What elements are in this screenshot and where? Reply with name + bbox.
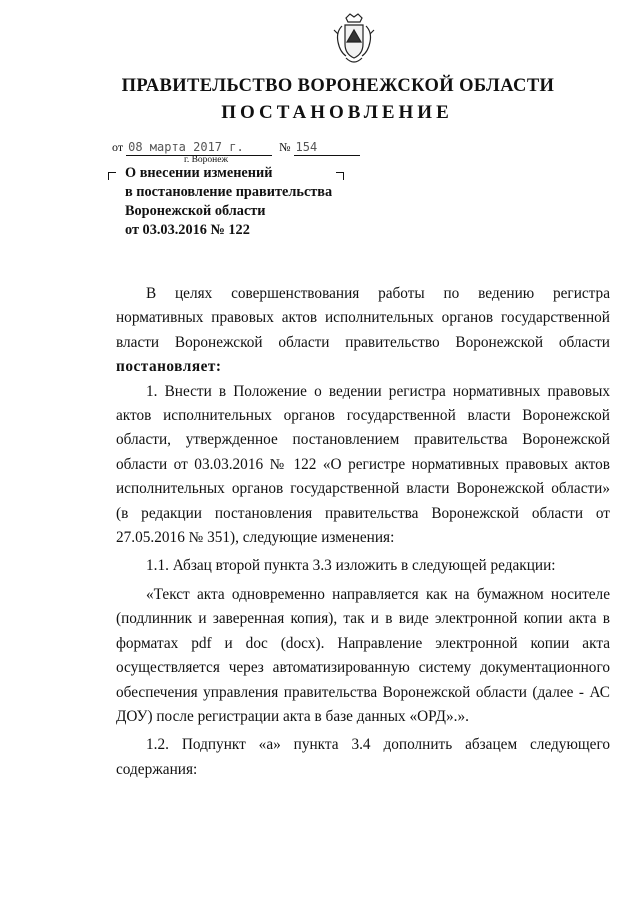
subject-line: О внесении изменений (125, 165, 273, 181)
document-number: 154 (295, 140, 318, 154)
paragraph-item-1-1: 1.1. Абзац второй пункта 3.3 изложить в следующей редакции: (146, 557, 556, 575)
organization-title: ПРАВИТЕЛЬСТВО ВОРОНЕЖСКОЙ ОБЛАСТИ (121, 76, 555, 96)
subject-corner-left (108, 172, 116, 180)
quoted-text-paragraph: «Текст акта одновременно направляется как на бумажном носителе (подлинник и заверенная копия), так и в виде электронной копии акта в форматах pdf и doc (docx). Направление электронной копии акта осуществляется через автоматизированную систему документационного обеспечения управления правительства Воронежской области (далее - АС ДОУ) после регистрации акта в базе данных «ОРД».». (116, 585, 610, 725)
document-subject (125, 164, 365, 240)
number-label: № (279, 140, 291, 154)
subject-line: в постановление правительства (125, 184, 333, 200)
city-label: г. Воронеж (184, 155, 229, 165)
subject-line: от 03.03.2016 № 122 (125, 222, 250, 238)
coat-of-arms-emblem (332, 12, 376, 68)
resolution-keyword: постановляет: (116, 358, 222, 376)
paragraph-item-1-2: 1.2. Подпункт «а» пункта 3.4 дополнить абзацем следующего содержания: (116, 736, 610, 778)
document-body (116, 282, 610, 782)
document-type-title: ПОСТАНОВЛЕНИЕ (221, 102, 453, 123)
date-number-line (112, 140, 360, 156)
document-date: 08 марта 2017 г. (128, 140, 244, 154)
intro-paragraph: В целях совершенствования работы по ведению регистра нормативных правовых актов исполнительных органов государственной власти Воронежской области правительство Воронежской области постановляет: (116, 285, 610, 376)
paragraph-item-1: 1. Внести в Положение о ведении регистра нормативных правовых актов исполнительных органов государственной власти Воронежской области, утвержденное постановлением правительства Воронежской области от 03.03.2016 № 122 «О регистре нормативных правовых актов исполнительных органов государственной власти Воронежской области» (в редакции постановления правительства Воронежской области от 27.05.2016 № 351), следующие изменения: (116, 382, 610, 547)
from-label: от (112, 140, 124, 154)
subject-line: Воронежской области (125, 203, 266, 219)
